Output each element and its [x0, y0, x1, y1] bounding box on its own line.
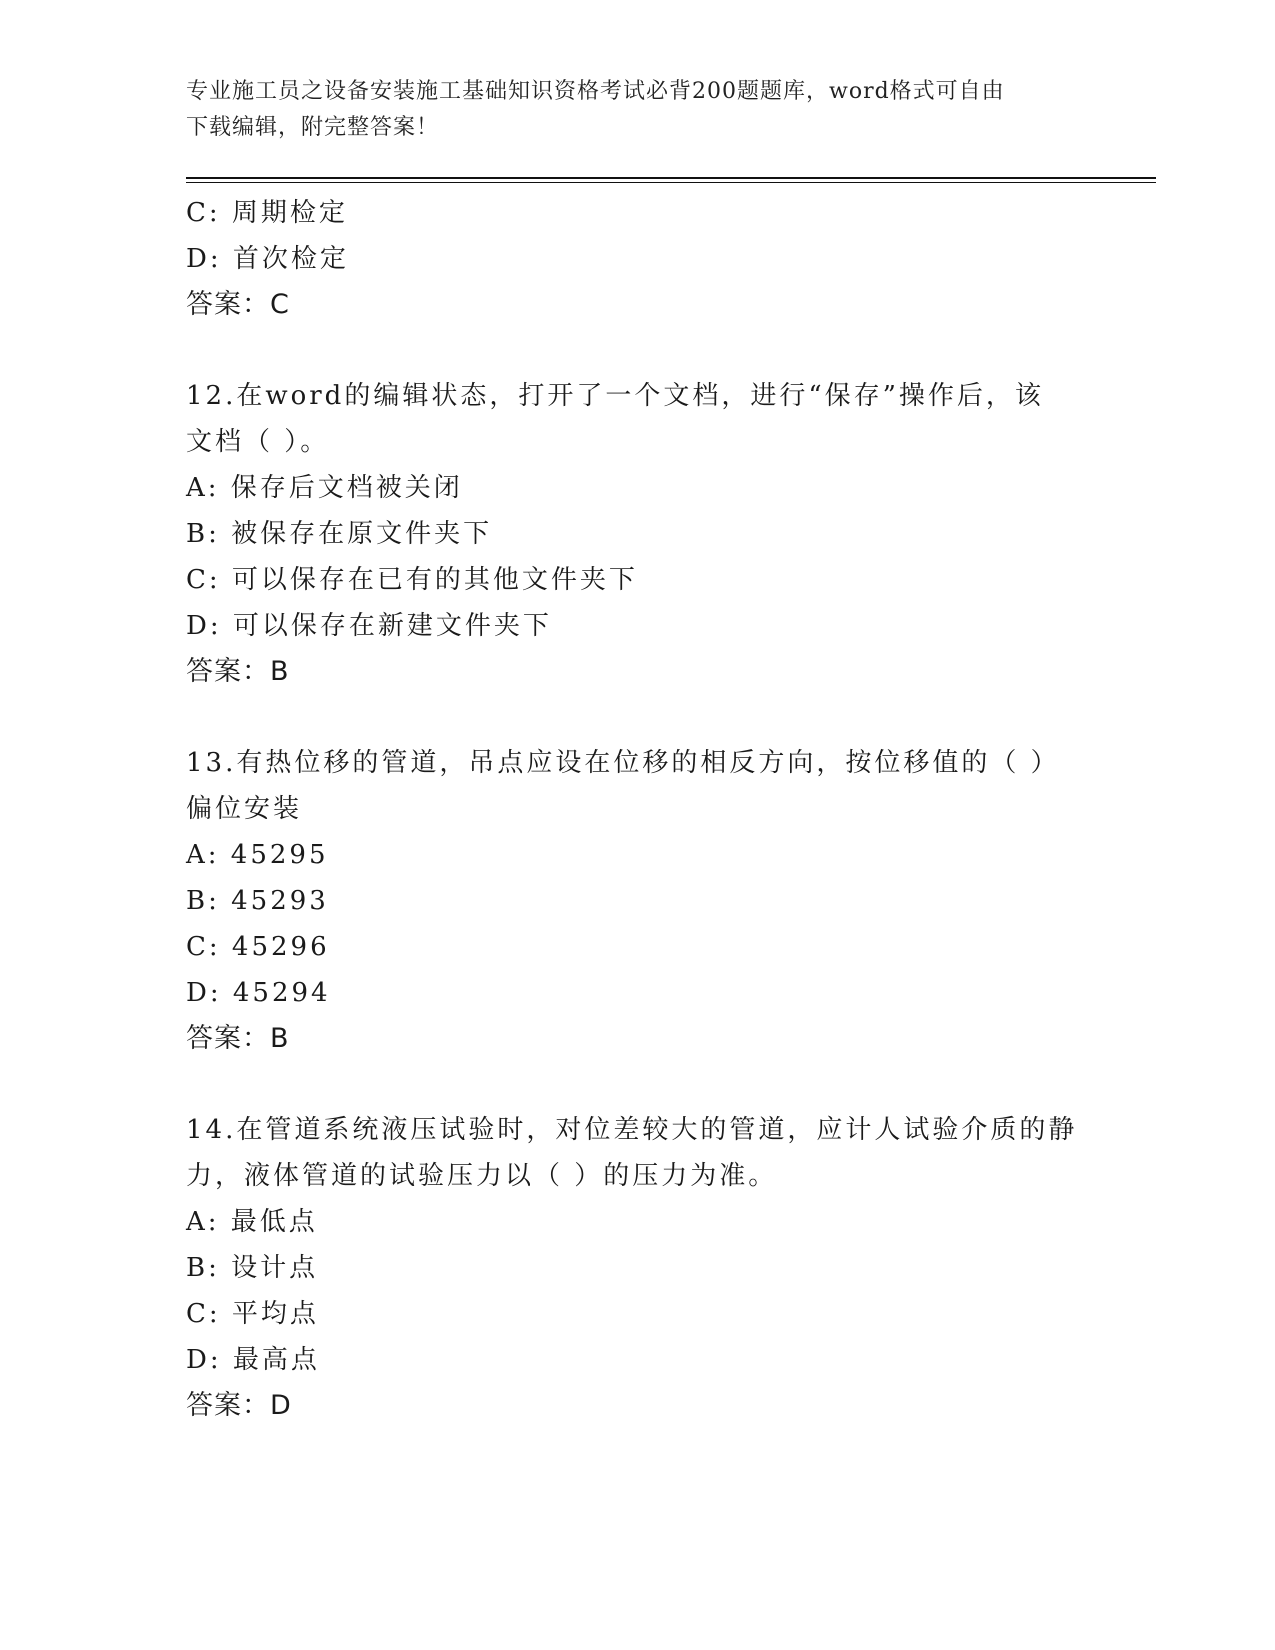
option-c: C: 周期检定	[186, 198, 348, 228]
answer-line: 答案：B	[186, 656, 290, 687]
option-a: A: 45295	[186, 840, 329, 870]
spacer	[186, 1062, 1086, 1107]
question-stem-line1: 12.在word的编辑状态，打开了一个文档，进行“保存”操作后，该	[186, 381, 1044, 411]
spacer	[186, 328, 1086, 373]
header-rule-thick	[186, 177, 1156, 179]
option-a: A: 保存后文档被关闭	[186, 473, 463, 503]
option-c: C: 平均点	[186, 1299, 319, 1329]
option-b: B: 设计点	[186, 1253, 319, 1283]
question-stem-line1: 13.有热位移的管道，吊点应设在位移的相反方向，按位移值的（ ）	[186, 748, 1060, 778]
question-stem-line1: 14.在管道系统液压试验时，对位差较大的管道，应计人试验介质的静	[186, 1115, 1078, 1145]
question-stem-line2: 文档（ ）。	[186, 427, 330, 457]
option-c: C: 可以保存在已有的其他文件夹下	[186, 565, 638, 595]
option-d: D: 首次检定	[186, 244, 349, 274]
header-rule-thin	[186, 182, 1156, 183]
document-header	[186, 74, 1066, 146]
answer-line: 答案：D	[186, 1390, 292, 1421]
question-content	[186, 190, 1086, 1429]
header-title-line2: 下载编辑，附完整答案！	[186, 115, 440, 140]
option-a: A: 最低点	[186, 1207, 318, 1237]
option-d: D: 45294	[186, 978, 331, 1008]
option-d: D: 最高点	[186, 1345, 320, 1375]
header-title-line1: 专业施工员之设备安装施工基础知识资格考试必背200题题库，word格式可自由	[186, 79, 1005, 104]
spacer	[186, 695, 1086, 740]
option-d: D: 可以保存在新建文件夹下	[186, 611, 552, 641]
question-12	[186, 373, 1086, 695]
option-b: B: 被保存在原文件夹下	[186, 519, 493, 549]
question-stem-line2: 偏位安装	[186, 794, 303, 824]
option-c: C: 45296	[186, 932, 330, 962]
question-stem-line2: 力，液体管道的试验压力以（ ）的压力为准。	[186, 1161, 778, 1191]
previous-question-continuation	[186, 190, 1086, 328]
answer-line: 答案：C	[186, 289, 290, 320]
question-13	[186, 740, 1086, 1062]
option-b: B: 45293	[186, 886, 329, 916]
answer-line: 答案：B	[186, 1023, 290, 1054]
question-14	[186, 1107, 1086, 1429]
